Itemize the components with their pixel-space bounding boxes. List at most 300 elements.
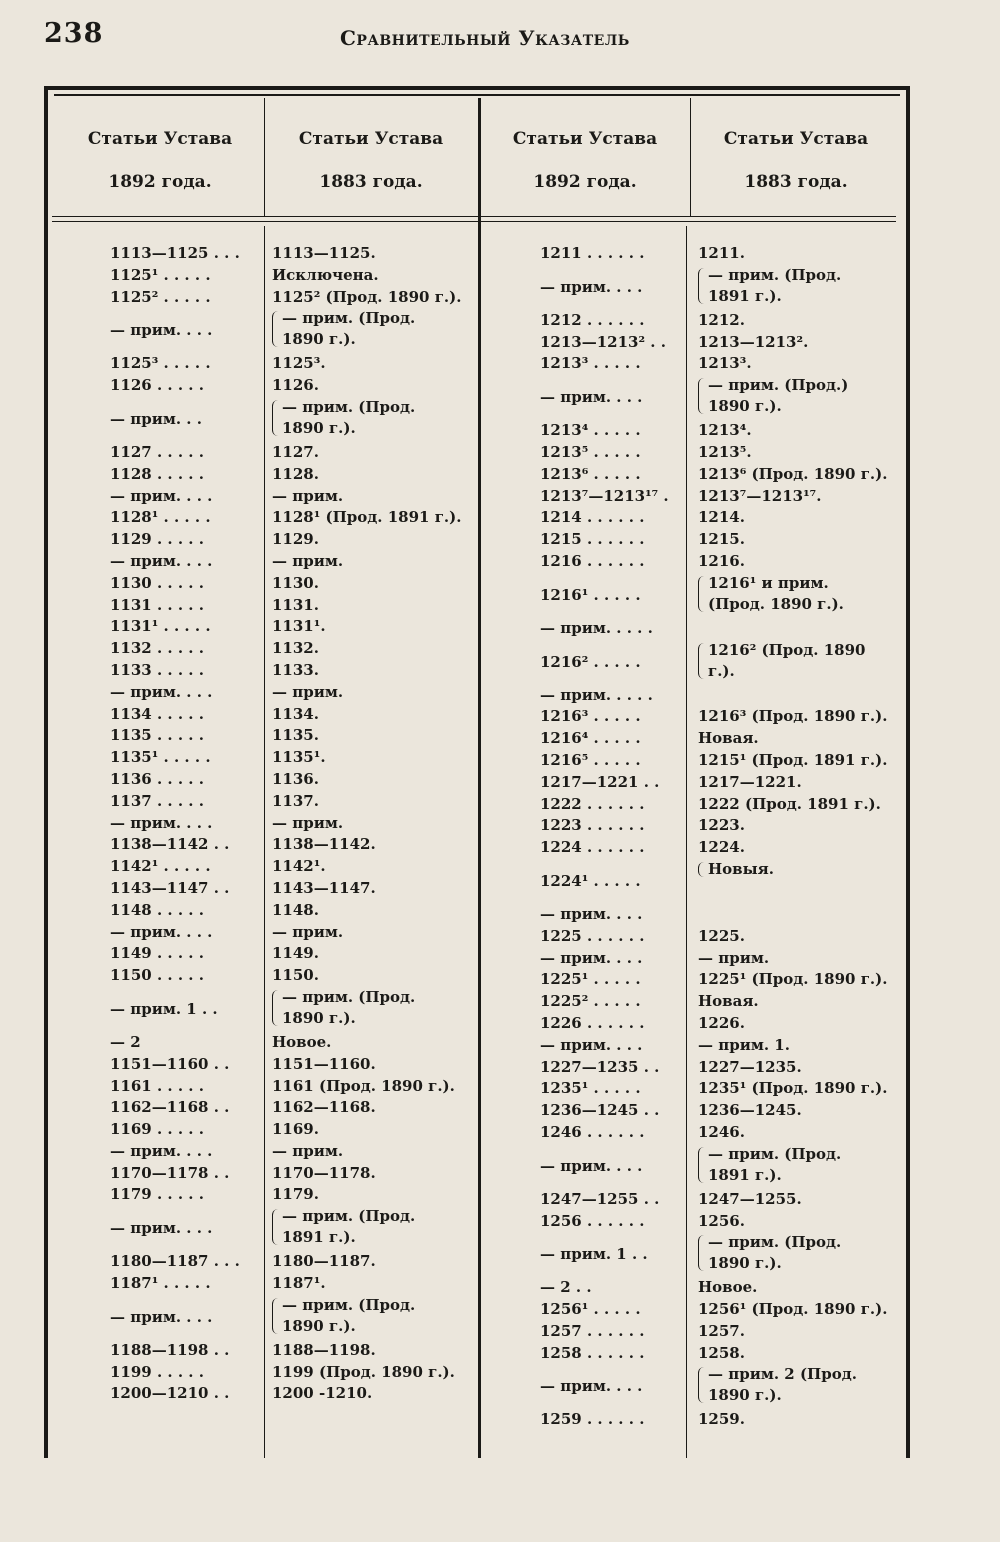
article-1883: 1131¹. [272, 617, 326, 636]
article-1892: — прим. . . . [110, 486, 213, 505]
article-1883: 1125³. [272, 354, 326, 373]
left-1883-row [272, 1251, 476, 1273]
article-1883: Новое. [698, 1278, 758, 1297]
left-1883-row [272, 375, 476, 397]
article-1892: 1213—1213² . . [540, 332, 666, 351]
left-1883-row [272, 529, 476, 551]
left-1892-row [110, 507, 260, 529]
left-1883-row [272, 1383, 476, 1405]
left-1892-row [110, 1251, 260, 1273]
article-1892: 1128 . . . . . [110, 464, 204, 483]
article-1892: 1188—1198 . . [110, 1340, 230, 1359]
right-1892-row [540, 1299, 682, 1321]
left-1892-row [110, 486, 260, 508]
right-1883-row [698, 1364, 896, 1409]
right-1892-row [540, 926, 682, 948]
article-1883: 1247—1255. [698, 1189, 802, 1208]
article-1892: 1246 . . . . . . [540, 1122, 645, 1141]
article-1892: 1215 . . . . . . [540, 530, 645, 549]
right-1883-row [698, 442, 896, 464]
left-1892-row [110, 529, 260, 551]
article-1883: 1200 -1210. [272, 1384, 373, 1403]
article-1883: Новое. [272, 1032, 332, 1051]
right-1892-row [540, 1013, 682, 1035]
article-1883: 1134. [272, 704, 319, 723]
right-1892-row [540, 640, 682, 685]
article-1892: — прим. . . . [110, 1219, 213, 1238]
right-1892-row [540, 685, 682, 707]
left-1892-row [110, 660, 260, 682]
left-1892-row [110, 769, 260, 791]
article-1892: 1113—1125 . . . [110, 244, 240, 262]
article-1892: — прим. . . . [110, 1141, 213, 1160]
left-1883-row [272, 704, 476, 726]
left-1883-row [272, 1119, 476, 1141]
left-1892-row [110, 834, 260, 856]
article-1892: 1199 . . . . . [110, 1362, 204, 1381]
right-1883-row [698, 420, 896, 442]
article-1892: 1169 . . . . . [110, 1120, 204, 1139]
article-1892: 1226 . . . . . . [540, 1013, 645, 1032]
article-1883: — прим. [272, 486, 344, 505]
article-1892: 1138—1142 . . [110, 835, 230, 854]
article-1892: 1135 . . . . . [110, 726, 204, 745]
article-1883: 1129. [272, 530, 319, 549]
left-1883-row [272, 900, 476, 922]
left-1892-row [110, 616, 260, 638]
right-1883-row [698, 1144, 896, 1189]
right-1892-row [540, 332, 682, 354]
article-1883: 1217—1221. [698, 772, 802, 791]
right-1883-row [698, 573, 896, 618]
article-1892: 1200—1210 . . [110, 1384, 230, 1403]
article-1892: — прим. . . . [540, 277, 643, 296]
article-1883: 1213⁶ (Прод. 1890 г.). [698, 464, 888, 483]
article-1892: 1148 . . . . . [110, 900, 204, 919]
article-1883: 1131. [272, 595, 319, 614]
article-1883: — прим. (Прод. 1890 г.). [272, 308, 462, 350]
article-1883: 1225. [698, 926, 745, 945]
right-1883-row [698, 991, 896, 1013]
right-1892-row [540, 551, 682, 573]
column-divider-3 [686, 226, 687, 1458]
article-1883: 1256¹ (Прод. 1890 г.). [698, 1300, 888, 1319]
left-1892-row [110, 1383, 260, 1405]
article-1883: 1216¹ и прим. (Прод. 1890 г.). [698, 573, 888, 615]
right-1892-row [540, 1343, 682, 1365]
article-1892: 1162—1168 . . [110, 1098, 230, 1117]
left-1892-row [110, 243, 260, 265]
right-1883-row [698, 551, 896, 573]
article-1892: 1212 . . . . . . [540, 310, 645, 329]
left-1892-row [110, 1340, 260, 1362]
article-1883: 1256. [698, 1211, 745, 1230]
article-1883: 1227—1235. [698, 1057, 802, 1076]
article-1883: 1150. [272, 966, 319, 985]
article-1883: 1133. [272, 660, 319, 679]
right-1883-row [698, 794, 896, 816]
right-1892-row [540, 353, 682, 375]
right-1892-row [540, 1211, 682, 1233]
article-1892: 1180—1187 . . . [110, 1252, 240, 1271]
right-1883-row [698, 1321, 896, 1343]
right-1883-row [698, 640, 896, 685]
article-1883: 1128. [272, 464, 319, 483]
article-1892: — прим. . . . . [540, 618, 653, 637]
column-divider-3-head [690, 98, 691, 216]
left-1892-row [110, 813, 260, 835]
right-1883-row [698, 815, 896, 837]
left-1892-row [110, 638, 260, 660]
article-1892: 1131¹ . . . . . [110, 617, 211, 636]
article-1883: — прим. (Прод. 1891 г.). [698, 265, 888, 307]
article-1883: 1136. [272, 769, 319, 788]
right-1892-row [540, 969, 682, 991]
right-1883-row [698, 1189, 896, 1211]
right-1883-row [698, 529, 896, 551]
left-1892-row [110, 878, 260, 900]
article-1883: Исключена. [272, 265, 379, 284]
left-1883-row [272, 353, 476, 375]
article-1883: 1259. [698, 1410, 745, 1429]
left-1892-row [110, 1076, 260, 1098]
article-1892: 1126 . . . . . [110, 376, 204, 395]
left-1883-row [272, 1273, 476, 1295]
right-1883-row [698, 618, 896, 640]
column-divider-1-head [264, 98, 265, 216]
article-1892: 1143—1147 . . [110, 878, 230, 897]
left-1883-row [272, 1097, 476, 1119]
left-1892-row [110, 1295, 260, 1340]
left-1892-row [110, 725, 260, 747]
article-1883: — прим. [272, 813, 344, 832]
left-1892-row [110, 265, 260, 287]
column-1883-right [698, 243, 896, 1431]
right-1892-row [540, 750, 682, 772]
article-1892: 1247—1255 . . [540, 1189, 660, 1208]
left-1892-row [110, 442, 260, 464]
article-1892: 1149 . . . . . [110, 944, 204, 963]
right-1892-row [540, 837, 682, 859]
left-1892-row [110, 856, 260, 878]
right-1892-row [540, 618, 682, 640]
left-1892-row [110, 1141, 260, 1163]
right-1892-row [540, 1232, 682, 1277]
article-1883: 1135¹. [272, 748, 326, 767]
article-1883: — прим. [272, 551, 344, 570]
left-1883-row [272, 616, 476, 638]
left-1892-row [110, 1184, 260, 1206]
left-1883-row [272, 987, 476, 1032]
article-1892: — прим. . . . [110, 551, 213, 570]
left-1883-row [272, 856, 476, 878]
article-1883: 1214. [698, 508, 745, 527]
right-1883-row [698, 859, 896, 904]
left-1892-row [110, 965, 260, 987]
left-1892-row [110, 922, 260, 944]
right-1892-row [540, 815, 682, 837]
right-1892-row [540, 1122, 682, 1144]
column-header-3: Статьи Устава 1892 года. [512, 129, 658, 192]
right-1892-row [540, 991, 682, 1013]
article-1892: — прим. . . . [110, 321, 213, 340]
article-1883: 1148. [272, 900, 319, 919]
article-1892: 1225 . . . . . . [540, 926, 645, 945]
right-1892-row [540, 310, 682, 332]
right-1883-row [698, 332, 896, 354]
article-1892: 1224 . . . . . . [540, 838, 645, 857]
article-1892: 1125³ . . . . . [110, 354, 211, 373]
article-1892: 1235¹ . . . . . [540, 1079, 641, 1098]
right-1883-row [698, 507, 896, 529]
article-1883: 1137. [272, 791, 319, 810]
article-1883: 1125² (Прод. 1890 г.). [272, 287, 462, 306]
article-1892: 1125¹ . . . . . [110, 265, 211, 284]
article-1892: 1216² . . . . . [540, 652, 641, 671]
article-1892: — 2 [110, 1032, 141, 1051]
article-1892: 1130 . . . . . [110, 573, 204, 592]
article-1892: 1179 . . . . . [110, 1185, 204, 1204]
left-1883-row [272, 1076, 476, 1098]
article-1883: 1225¹ (Прод. 1890 г.). [698, 970, 888, 989]
right-1892-row [540, 1057, 682, 1079]
right-1883-row [698, 837, 896, 859]
left-1892-row [110, 1097, 260, 1119]
article-1883: — прим. (Прод. 1890 г.). [698, 1232, 888, 1274]
article-1892: 1216⁵ . . . . . [540, 750, 641, 769]
article-1883: — прим. 1. [698, 1035, 790, 1054]
left-1883-row [272, 943, 476, 965]
left-1883-row [272, 287, 476, 309]
article-1883: 1128¹ (Прод. 1891 г.). [272, 508, 462, 527]
left-1883-row [272, 922, 476, 944]
left-1892-row [110, 943, 260, 965]
article-1892: 1256¹ . . . . . [540, 1300, 641, 1319]
article-1883: 1142¹. [272, 857, 326, 876]
article-1892: — прим. . . . [110, 1307, 213, 1326]
article-1892: 1132 . . . . . [110, 639, 204, 658]
article-1883: 1257. [698, 1321, 745, 1340]
article-1883: 1226. [698, 1013, 745, 1032]
left-1883-row [272, 747, 476, 769]
left-1892-row [110, 682, 260, 704]
article-1883: — прим. [272, 682, 344, 701]
left-1883-row [272, 265, 476, 287]
right-1883-row [698, 1299, 896, 1321]
right-1883-row [698, 310, 896, 332]
right-1892-row [540, 442, 682, 464]
article-1892: 1216⁴ . . . . . [540, 729, 641, 748]
article-1892: — прим. . . . [540, 1035, 643, 1054]
article-1892: 1225¹ . . . . . [540, 970, 641, 989]
article-1883: Новая. [698, 992, 759, 1011]
left-1883-row [272, 834, 476, 856]
article-1892: 1217—1221 . . [540, 772, 660, 791]
article-1892: — прим. . . . [110, 813, 213, 832]
right-1892-row [540, 728, 682, 750]
right-1892-row [540, 1189, 682, 1211]
article-1883: 1138—1142. [272, 835, 376, 854]
right-1892-row [540, 243, 682, 265]
left-1892-row [110, 353, 260, 375]
article-1883: 1180—1187. [272, 1252, 376, 1271]
header-rule-bottom [52, 221, 896, 222]
article-1892: 1213³ . . . . . [540, 354, 641, 373]
article-1883: 1213⁷—1213¹⁷. [698, 486, 822, 505]
article-1883: 1215. [698, 530, 745, 549]
left-1883-row [272, 1032, 476, 1054]
article-1883: 1216² (Прод. 1890 г.). [698, 640, 888, 682]
article-1883: 1236—1245. [698, 1101, 802, 1120]
article-1892: 1151—1160 . . [110, 1054, 230, 1073]
column-header-4: Статьи Устава 1883 года. [723, 129, 869, 192]
right-1892-row [540, 1277, 682, 1299]
right-1883-row [698, 728, 896, 750]
left-1892-row [110, 1119, 260, 1141]
right-1883-row [698, 1277, 896, 1299]
column-divider-1 [264, 226, 265, 1458]
left-1883-row [272, 551, 476, 573]
article-1892: 1223 . . . . . . [540, 816, 645, 835]
article-1883: 1169. [272, 1120, 319, 1139]
article-1883: 1126. [272, 376, 319, 395]
right-1883-row [698, 948, 896, 970]
header-rule-top [52, 216, 896, 217]
article-1883: 1161 (Прод. 1890 г.). [272, 1076, 455, 1095]
article-1883: 1213—1213². [698, 332, 809, 351]
article-1892: 1131 . . . . . [110, 595, 204, 614]
article-1892: 1236—1245 . . [540, 1101, 660, 1120]
article-1883: 1187¹. [272, 1274, 326, 1293]
right-1892-row [540, 1035, 682, 1057]
left-1883-row [272, 791, 476, 813]
left-1892-row [110, 791, 260, 813]
right-1883-row [698, 1343, 896, 1365]
article-1883: 1213⁴. [698, 421, 752, 440]
left-1892-row [110, 900, 260, 922]
left-1883-row [272, 1163, 476, 1185]
article-1883: 1224. [698, 838, 745, 857]
article-1892: 1214 . . . . . . [540, 508, 645, 527]
left-1892-row [110, 1362, 260, 1384]
article-1892: 1135¹ . . . . . [110, 748, 211, 767]
left-1892-row [110, 747, 260, 769]
left-1883-row [272, 1362, 476, 1384]
right-1883-row [698, 1122, 896, 1144]
right-1883-row [698, 464, 896, 486]
article-1892: 1213⁶ . . . . . [540, 464, 641, 483]
right-1883-row [698, 1035, 896, 1057]
right-1883-row [698, 1100, 896, 1122]
left-1892-row [110, 464, 260, 486]
left-1883-row [272, 660, 476, 682]
article-1892: — прим. . . . [540, 948, 643, 967]
left-1892-row [110, 308, 260, 353]
article-1883: — прим. 2 (Прод. 1890 г.). [698, 1364, 888, 1406]
article-1883: 1216. [698, 551, 745, 570]
article-1892: 1222 . . . . . . [540, 794, 645, 813]
right-1892-row [540, 420, 682, 442]
article-1883: 1215¹ (Прод. 1891 г.). [698, 750, 888, 769]
right-1892-row [540, 1144, 682, 1189]
right-1883-row [698, 926, 896, 948]
article-1883: — прим. [272, 1141, 344, 1160]
right-1892-row [540, 859, 682, 904]
article-1892: 1150 . . . . . [110, 966, 204, 985]
right-1892-row [540, 1409, 682, 1431]
article-1892: — прим. . . . [540, 904, 643, 923]
article-1892: 1136 . . . . . [110, 769, 204, 788]
right-1883-row [698, 750, 896, 772]
right-1892-row [540, 1364, 682, 1409]
article-1892: — прим. 1 . . [110, 999, 218, 1018]
left-1892-row [110, 1163, 260, 1185]
right-1883-row [698, 685, 896, 707]
article-1892: 1227—1235 . . [540, 1057, 660, 1076]
article-1892: 1187¹ . . . . . [110, 1274, 211, 1293]
column-1892-left [110, 243, 260, 1405]
right-1892-row [540, 1078, 682, 1100]
article-1883: Новая. [698, 729, 759, 748]
right-1892-row [540, 573, 682, 618]
article-1883: 1127. [272, 442, 319, 461]
left-1892-row [110, 1273, 260, 1295]
article-1883: 1258. [698, 1343, 745, 1362]
article-1883: 1213³. [698, 354, 752, 373]
left-1883-row [272, 464, 476, 486]
article-1883: 1213⁵. [698, 442, 752, 461]
article-1892: 1259 . . . . . . [540, 1410, 645, 1429]
right-1883-row [698, 1078, 896, 1100]
right-1892-row [540, 948, 682, 970]
article-1883: 1113—1125. [272, 244, 376, 262]
left-1883-row [272, 442, 476, 464]
left-1883-row [272, 1184, 476, 1206]
article-1892: 1216 . . . . . . [540, 551, 645, 570]
right-1892-row [540, 772, 682, 794]
article-1892: — прим. . . . [110, 922, 213, 941]
center-divider [478, 98, 481, 1458]
left-1883-row [272, 638, 476, 660]
left-1883-row [272, 243, 476, 265]
article-1892: 1213⁴ . . . . . [540, 421, 641, 440]
right-1883-row [698, 1211, 896, 1233]
article-1892: 1216³ . . . . . [540, 707, 641, 726]
left-1883-row [272, 595, 476, 617]
right-1883-row [698, 353, 896, 375]
article-1892: — прим. 1 . . [540, 1245, 648, 1264]
article-1883: 1246. [698, 1122, 745, 1141]
article-1892: 1137 . . . . . [110, 791, 204, 810]
article-1883: — прим. (Прод. 1890 г.). [272, 987, 462, 1029]
left-1892-row [110, 573, 260, 595]
article-1892: 1142¹ . . . . . [110, 857, 211, 876]
article-1892: — прим. . . . . [540, 685, 653, 704]
left-1883-row [272, 725, 476, 747]
article-1892: 1258 . . . . . . [540, 1343, 645, 1362]
article-1883: 1179. [272, 1185, 319, 1204]
left-1892-row [110, 397, 260, 442]
article-1883: — прим. (Прод.) 1890 г.). [698, 375, 888, 417]
page-number: 238 [44, 18, 104, 49]
right-1883-row [698, 486, 896, 508]
right-1883-row [698, 265, 896, 310]
article-1883: 1170—1178. [272, 1163, 376, 1182]
article-1883: — прим. [698, 948, 770, 967]
left-1883-row [272, 573, 476, 595]
right-1883-row [698, 1232, 896, 1277]
article-1883: 1149. [272, 944, 319, 963]
